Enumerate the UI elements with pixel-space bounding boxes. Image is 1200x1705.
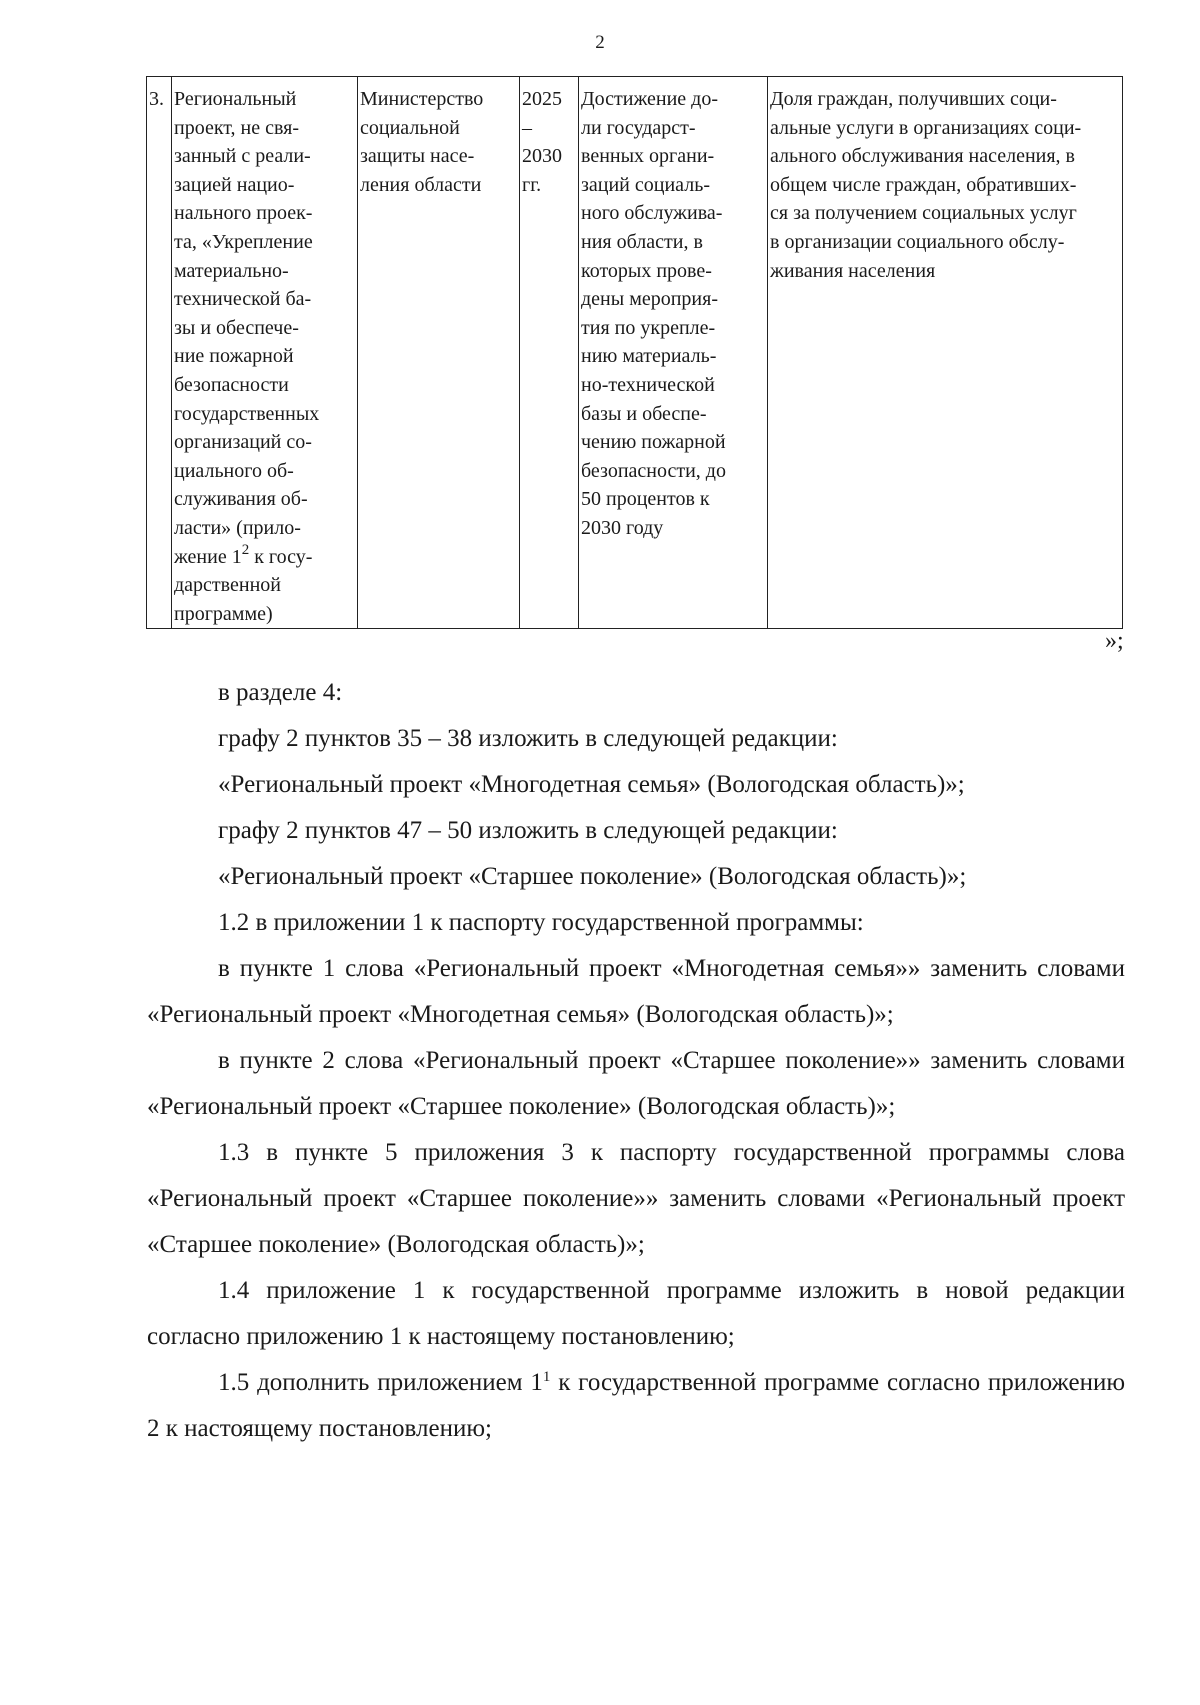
- paragraph-1-2: 1.2 в приложении 1 к паспорту государственной программы:: [218, 909, 864, 936]
- project-name-text: Региональный проект, не свя- занный с реали- зацией нацио- нального проек- та, «Укрепление материально- технической ба- зы и обеспече- ние пожарной безопасности государственных организаций со- циального об- служивания об- ласти» (прило- жение 1: [174, 88, 320, 568]
- paragraph-column-2-items-35-38: графу 2 пунктов 35 – 38 изложить в следующей редакции:: [218, 725, 838, 752]
- table-row: [147, 77, 1123, 629]
- document-body: [147, 670, 1125, 1452]
- result-cell: Достижение до- ли государст- венных органи- заций социаль- ного обслужива- ния области, в которых прове- дены мероприя- тия по укрепле- нию материаль- но-технической базы и обеспе- чению пожарной безопасности, до 50 процентов к 2030 году: [579, 77, 768, 629]
- paragraph-1-4: 1.4 приложение 1 к государственной программе изложить в новой редакции согласно приложению 1 к настоящему постановлению;: [147, 1277, 1125, 1350]
- paragraph-1-5-start: 1.5 дополнить приложением 1: [218, 1369, 543, 1396]
- period-cell: 2025 – 2030 гг.: [520, 77, 579, 629]
- paragraph-item-1-replacement: в пункте 1 слова «Региональный проект «Многодетная семья»» заменить словами «Региональный проект «Многодетная семья» (Вологодская область)»;: [147, 955, 1125, 1028]
- page-number: 2: [595, 32, 605, 53]
- paragraph-column-2-items-47-50: графу 2 пунктов 47 – 50 изложить в следующей редакции:: [218, 817, 838, 844]
- paragraph-1-5-end: к государственной программе согласно приложению 2 к настоящему постановлению;: [147, 1369, 1126, 1442]
- paragraph-section-4: в разделе 4:: [218, 679, 343, 706]
- row-number-cell: 3.: [147, 77, 172, 629]
- project-name-text-end: к госу- дарственной программе): [174, 545, 313, 625]
- responsible-cell: Министерство социальной защиты насе- ления области: [358, 77, 520, 629]
- paragraph-item-2-replacement: в пункте 2 слова «Региональный проект «Старшее поколение»» заменить словами «Региональный проект «Старшее поколение» (Вологодская область)»;: [147, 1047, 1125, 1120]
- paragraph-1-5-superscript: 1: [542, 1369, 551, 1385]
- project-name-superscript: 2: [241, 541, 250, 558]
- project-name-cell: [172, 77, 358, 629]
- closing-quote-mark: »;: [1105, 628, 1124, 654]
- program-table: [146, 76, 1123, 629]
- paragraph-new-wording-older-generation: «Региональный проект «Старшее поколение» (Вологодская область)»;: [218, 863, 967, 890]
- paragraph-new-wording-large-family: «Региональный проект «Многодетная семья» (Вологодская область)»;: [218, 771, 965, 798]
- indicator-cell: Доля граждан, получивших соци- альные услуги в организациях соци- ального обслуживания населения, в общем числе граждан, обративших- ся за получением социальных услуг в организации социального обслу- живания населения: [768, 77, 1123, 629]
- paragraph-1-3: 1.3 в пункте 5 приложения 3 к паспорту государственной программы слова «Региональный проект «Старшее поколение»» заменить словами «Региональный проект «Старшее поколение» (Вологодская область)»;: [147, 1139, 1125, 1258]
- paragraph-1-5: [147, 1360, 1125, 1452]
